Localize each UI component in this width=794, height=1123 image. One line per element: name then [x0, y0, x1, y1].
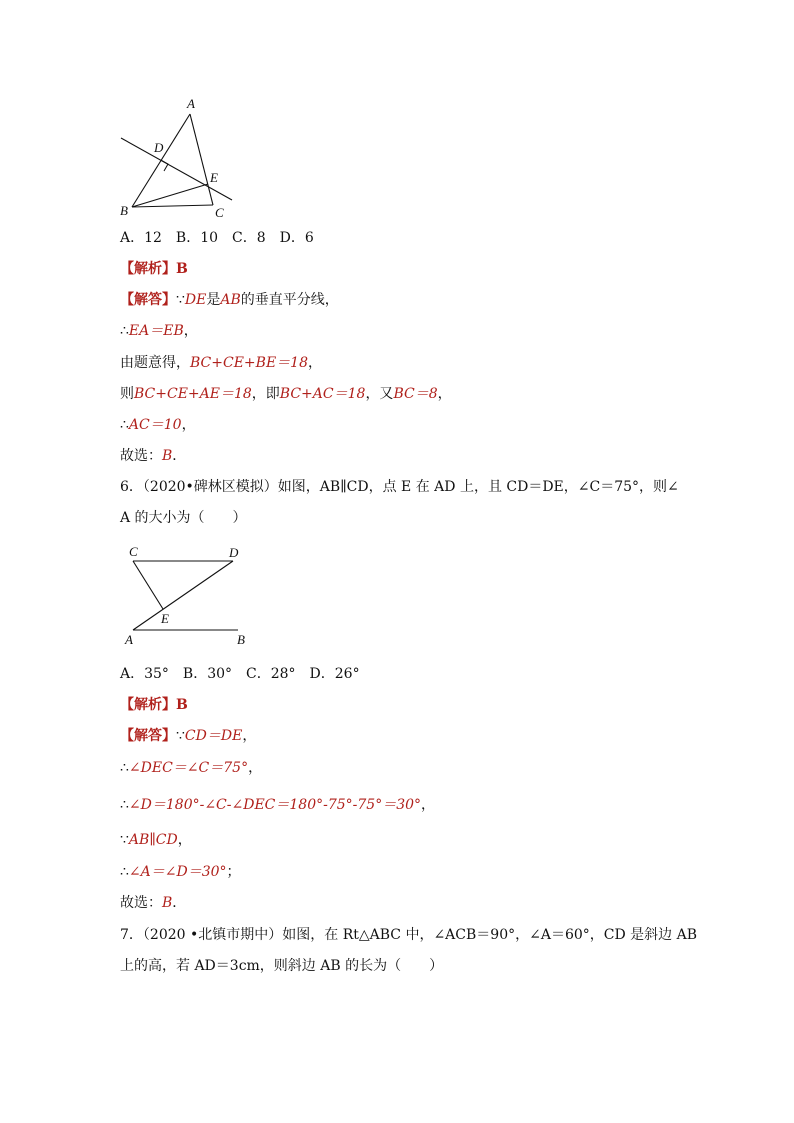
- segment-be: [132, 184, 208, 207]
- text: 则: [120, 386, 134, 402]
- math-expr: AC＝10: [128, 417, 182, 433]
- text: ∴: [120, 797, 129, 813]
- label-a: A: [187, 96, 195, 111]
- q5-solution-line-4: [120, 384, 452, 404]
- math-expr: ∠DEC＝∠C＝75°: [128, 760, 249, 776]
- q5-analysis: [120, 259, 188, 279]
- math-expr: AB∥CD: [128, 832, 178, 848]
- analysis-tag: 【解析】: [120, 697, 176, 713]
- math-expr: B: [162, 448, 173, 464]
- label-d: D: [229, 545, 239, 560]
- text: ，又: [365, 386, 394, 402]
- text: ，即: [251, 386, 280, 402]
- text: ，: [421, 797, 436, 813]
- math-expr: BC+CE+AE＝18: [134, 386, 252, 402]
- math-expr: BC+AC＝18: [279, 386, 366, 402]
- text: ．: [172, 448, 187, 464]
- q6-analysis: [120, 695, 188, 715]
- text: ．: [172, 895, 187, 911]
- text: ，: [248, 760, 263, 776]
- math-expr: DE: [184, 292, 207, 308]
- math-expr: BC+CE+BE＝18: [190, 355, 308, 371]
- math-expr: CD＝DE: [184, 728, 243, 744]
- math-expr: ∠A＝∠D＝30°: [128, 864, 227, 880]
- text: ，: [177, 832, 192, 848]
- q5-solution-line-2: [120, 321, 198, 341]
- q6-figure: [115, 540, 265, 650]
- label-d: D: [154, 140, 164, 155]
- q6-stem-line-1: 6．（2020•碑林区模拟）如图，AB∥CD，点 E 在 AD 上，且 CD＝DE，∠C＝75°，则∠: [120, 479, 679, 495]
- q7-stem-line-2: 上的高，若 AD＝3cm，则斜边 AB 的长为（ ）: [120, 958, 444, 974]
- perpendicular-bisector-line: [121, 138, 232, 200]
- label-c: C: [215, 205, 224, 220]
- q6-options: A．35° B．30° C．28° D．26°: [120, 666, 360, 682]
- text: ，: [437, 386, 452, 402]
- right-angle-mark: [161, 160, 168, 171]
- q6-solution-line-3: [120, 795, 435, 815]
- segment-ad: [133, 561, 233, 630]
- q6-solution-line-1: [120, 726, 256, 746]
- solution-tag: 【解答】: [120, 292, 176, 308]
- text: 故选：: [120, 895, 162, 911]
- text: ∵: [120, 832, 129, 848]
- label-b: B: [120, 203, 128, 218]
- text: ∴: [120, 417, 129, 433]
- q6-solution-line-6: [120, 893, 186, 913]
- text: ，: [181, 417, 196, 433]
- q5-solution-line-1: [120, 290, 339, 310]
- label-e: E: [210, 170, 218, 185]
- text: 故选：: [120, 448, 162, 464]
- text: 由题意得，: [120, 355, 190, 371]
- math-expr: AB: [220, 292, 241, 308]
- q5-solution-line-6: [120, 446, 186, 466]
- text: 的垂直平分线，: [240, 292, 339, 308]
- math-expr: BC＝8: [393, 386, 438, 402]
- text: 是: [206, 292, 221, 308]
- label-e: E: [161, 611, 169, 626]
- text: ∴: [120, 323, 129, 339]
- analysis-tag: 【解析】: [120, 261, 176, 277]
- q6-solution-line-2: [120, 758, 262, 778]
- q6-solution-line-5: [120, 862, 241, 882]
- label-b: B: [237, 632, 245, 647]
- analysis-answer: B: [176, 261, 188, 277]
- triangle-abc-figure: [110, 92, 250, 222]
- q5-solution-line-3: [120, 353, 322, 373]
- solution-tag: 【解答】: [120, 728, 176, 744]
- q6-solution-line-4: [120, 830, 192, 850]
- label-c: C: [129, 544, 138, 559]
- q5-solution-line-5: [120, 415, 196, 435]
- math-expr: ∠D＝180°-∠C-∠DEC＝180°-75°-75°＝30°: [128, 797, 422, 813]
- math-expr: EA＝EB: [128, 323, 184, 339]
- analysis-answer: B: [176, 697, 188, 713]
- q5-figure: [110, 92, 250, 222]
- parallel-lines-figure: [115, 540, 265, 650]
- q5-options: A．12 B．10 C．8 D．6: [120, 230, 314, 246]
- text: ；: [226, 864, 241, 880]
- text: ∴: [120, 760, 129, 776]
- label-a: A: [125, 632, 133, 647]
- text: ∵: [176, 728, 185, 744]
- text: ，: [307, 355, 322, 371]
- segment-bc: [132, 205, 213, 207]
- text: ∵: [176, 292, 185, 308]
- math-expr: B: [162, 895, 173, 911]
- text: ，: [242, 728, 257, 744]
- text: ∴: [120, 864, 129, 880]
- q6-stem-line-2: A 的大小为（ ）: [120, 510, 247, 526]
- q7-stem-line-1: 7．（2020 •北镇市期中）如图，在 Rt△ABC 中，∠ACB＝90°，∠A＝60°，CD 是斜边 AB: [120, 927, 697, 943]
- segment-ac: [190, 114, 213, 205]
- text: ，: [183, 323, 198, 339]
- segment-ce: [133, 561, 163, 609]
